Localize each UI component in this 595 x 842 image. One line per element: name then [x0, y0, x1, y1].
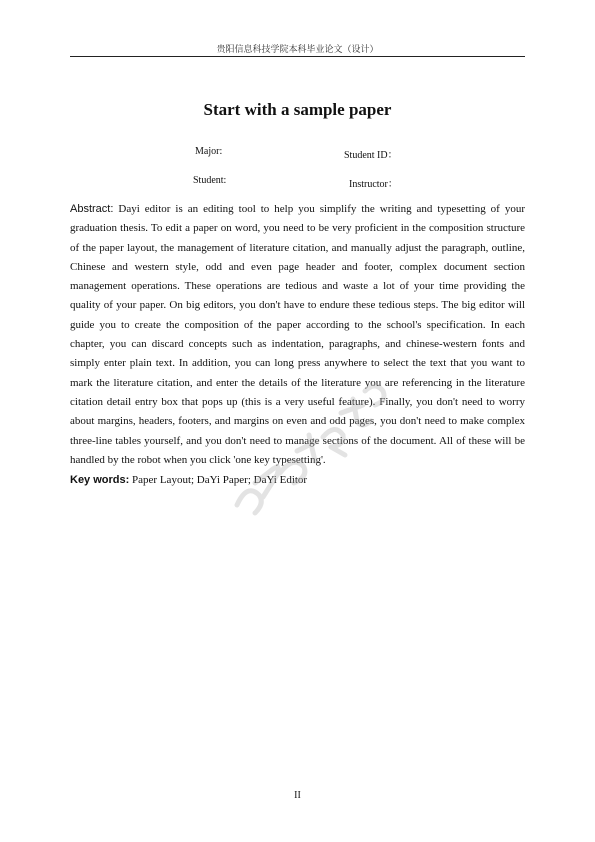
paper-title: Start with a sample paper	[203, 100, 392, 119]
abstract	[70, 200, 525, 470]
keywords-label: Key words:	[70, 474, 130, 486]
student-label: Student:	[193, 175, 227, 186]
student-id-label: Student ID：	[344, 150, 398, 161]
keywords-text: Paper Layout; DaYi Paper; DaYi Editor	[129, 474, 308, 486]
major-label: Major:	[195, 146, 223, 157]
keywords	[70, 471, 525, 490]
abstract-text: Dayi editor is an editing tool to help you simplify the writing and typesetting of your graduation thesis. To edit a paper on word, you need to be very proficient in the composition structure of the paper layout, the management of literature citation, and manually adjust the paragraph, outline, Chinese and western style, odd and even page header and footer, complex document section management operations. These operations are tedious and waste a lot of your time providing the quality of your paper. On big editors, you don't have to endure these tedious steps. The big editor will guide you to create the composition of the paper according to the school's specification. In each chapter, you can discard concepts such as indentation, paragraphs, and chinese-western fonts and simply enter plain text. In addition, you can long press anywhere to select the text that you want to mark the literature citation, and enter the details of the literature you are referencing in the literature citation detail entry box that pops up (this is a very useful feature). Finally, you don't need to worry about margins, headers, footers, and margins on even and odd pages, you don't need to make complex three-line tables yourself, and you don't need to manage sections of the document. All of these will be handled by the robot when you click 'one key typesetting'.	[70, 203, 525, 466]
abstract-label: Abstract:	[70, 203, 114, 215]
running-header: 贵阳信息科技学院本科毕业论文（设计）	[216, 45, 379, 55]
instructor-label: Instructor：	[349, 179, 398, 190]
header-rule	[70, 56, 525, 57]
page-number: II	[294, 790, 301, 801]
